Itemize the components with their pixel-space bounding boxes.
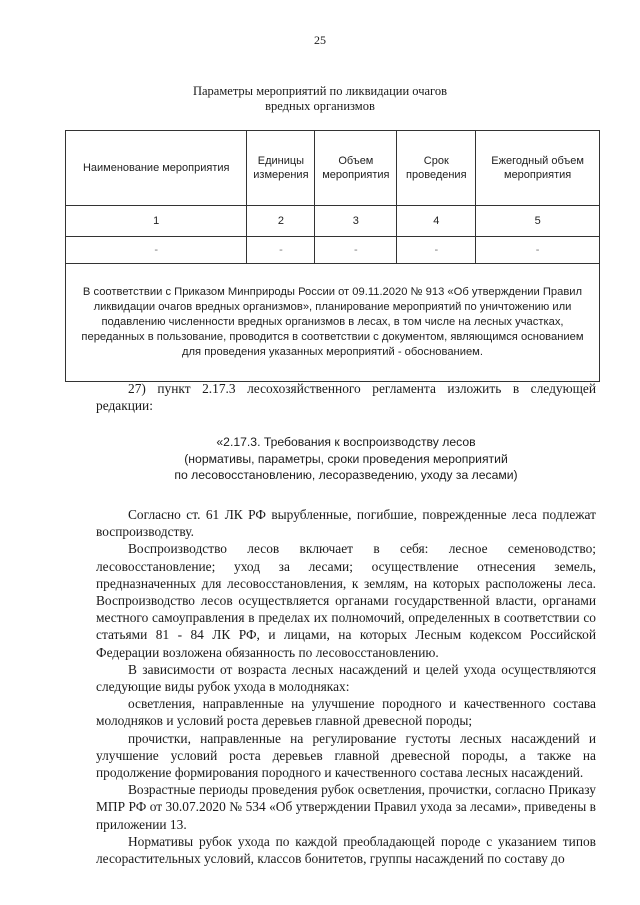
paragraph: прочистки, направленные на регулирование густоты лесных насаждений и улучшение условий роста деревьев главной древесной породы, а также на продолжение формирования породного и качественного состава лесных насаждений. [96, 730, 596, 780]
header-cell-volume: Объем мероприятия [315, 131, 397, 206]
number-cell: 4 [397, 206, 476, 237]
header-cell-annual-volume: Ежегодный объем мероприятия [476, 131, 600, 206]
paragraph: Согласно ст. 61 ЛК РФ вырубленные, погибшие, поврежденные леса подлежат воспроизводству. [96, 506, 596, 540]
header-cell-name: Наименование мероприятия [66, 131, 247, 206]
number-cell: 3 [315, 206, 397, 237]
parameters-table [65, 130, 600, 382]
number-cell: 1 [66, 206, 247, 237]
section-title-line-2: (нормативы, параметры, сроки проведения мероприятий [184, 451, 508, 466]
item-27-paragraph: 27) пункт 2.17.3 лесохозяйственного регламента изложить в следующей редакции: [96, 381, 596, 414]
paragraph: Воспроизводство лесов включает в себя: лесное семеноводство; лесовосстановление; уход за лесами; осуществление отнесения земель, предназначенных для лесовосстановления, к землям, на которых расположены леса. Воспроизводство лесов осуществляется органами государственной власти, органами местного самоуправления в пределах их полномочий, определенных в соответствии со статьями 81 - 84 ЛК РФ, и лицами, на которых Лесным кодексом Российской Федерации возложена обязанность по лесовосстановлению. [96, 541, 596, 660]
paragraph: Нормативы рубок ухода по каждой преобладающей породе с указанием типов лесорастительных условий, классов бонитетов, группы насаждений по составу до [96, 833, 596, 866]
table-title-line-1: Параметры мероприятий по ликвидации очагов [192, 84, 447, 98]
table-cell: - [247, 237, 315, 264]
table-cell: - [315, 237, 397, 264]
paragraph: Возрастные периоды проведения рубок осветления, прочистки, согласно Приказу МПР РФ от 30.07.2020 № 534 «Об утверждении Правил ухода за лесами», приведены в приложении 13. [96, 782, 596, 832]
document-body [96, 380, 596, 867]
table-cell: - [397, 237, 476, 264]
header-cell-term: Срок проведения [397, 131, 476, 206]
table-note-row [66, 264, 600, 382]
table-title [0, 84, 640, 114]
section-title-line-1: «2.17.3. Требования к воспроизводству лесов [216, 435, 476, 450]
number-cell: 2 [247, 206, 315, 237]
table-row [66, 237, 600, 264]
page-number: 25 [314, 33, 326, 47]
table-note: В соответствии с Приказом Минприроды России от 09.11.2020 № 913 «Об утверждении Правил ликвидации очагов вредных организмов», планирование мероприятий по уничтожению или подавлению численности вредных организмов в лесах, в том числе на лесных участках, переданных в пользование, проводится в соответствии с документом, являющимся основанием для проведения указанных мероприятий - обоснованием. [66, 264, 600, 382]
section-title-line-3: по лесовосстановлению, лесоразведению, уходу за лесами) [174, 468, 518, 483]
paragraph: В зависимости от возраста лесных насаждений и целей ухода осуществляются следующие виды рубок ухода в молодняках: [96, 661, 596, 694]
table-number-row [66, 206, 600, 237]
table-cell: - [66, 237, 247, 264]
section-title [96, 434, 596, 484]
number-cell: 5 [476, 206, 600, 237]
table-header-row [66, 131, 600, 206]
table-cell: - [476, 237, 600, 264]
header-cell-units: Единицы измерения [247, 131, 315, 206]
paragraph: осветления, направленные на улучшение породного и качественного состава молодняков и условий роста деревьев главной древесной породы; [96, 696, 596, 729]
table-title-line-2: вредных организмов [265, 99, 375, 113]
